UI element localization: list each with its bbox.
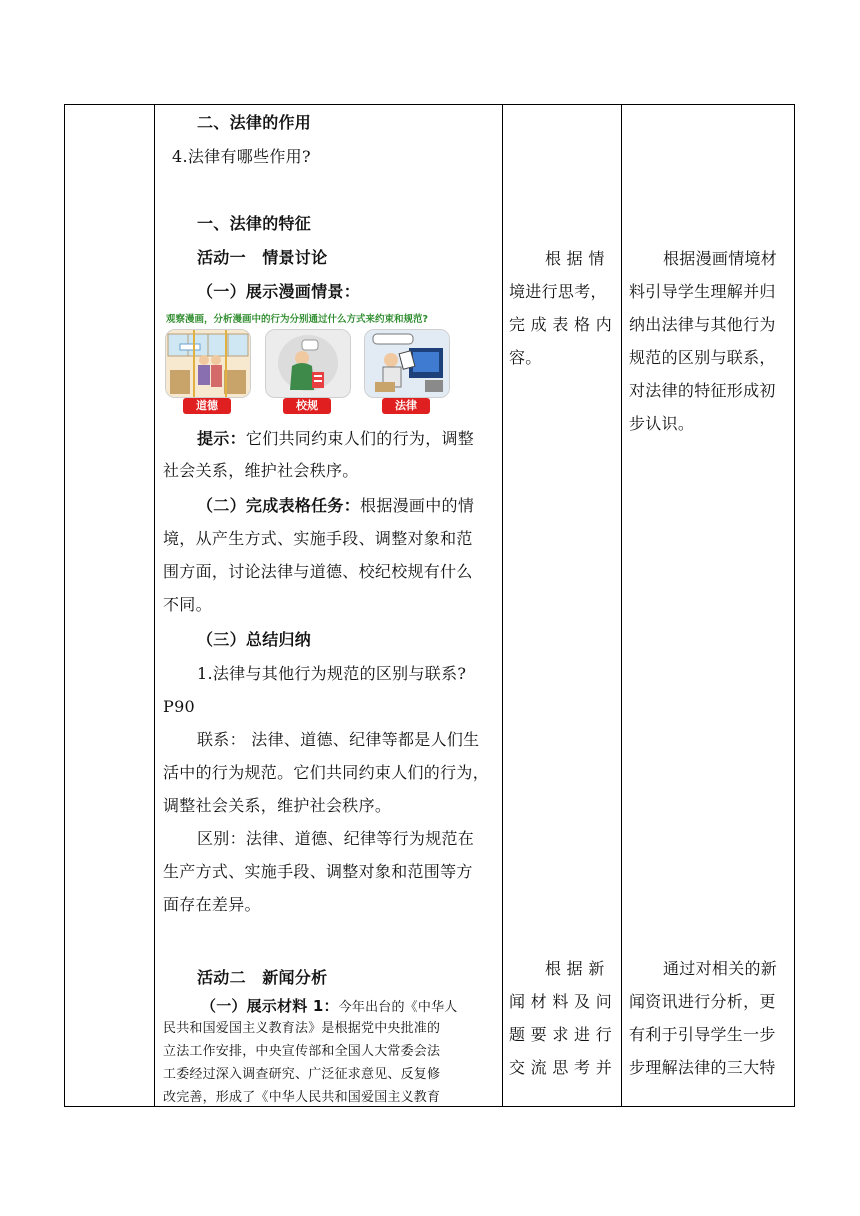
material-text: 今年出台的《中华人 <box>338 1000 458 1015</box>
task-line-2: 境，从产生方式、实施手段、调整对象和范 <box>163 529 473 548</box>
comic-panel-school <box>265 329 351 398</box>
hint-label: 提示： <box>197 429 246 448</box>
comic-panel-bus <box>165 329 251 398</box>
bus-scene-illustration <box>166 330 250 397</box>
show-comic-label: （一）展示漫画情景： <box>197 282 361 301</box>
comic-label-law: 法律 <box>382 398 430 414</box>
material-line-3: 立法工作安排，中央宣传部和全国人大常委会法 <box>163 1044 441 1059</box>
activity-1-title: 活动一 情景讨论 <box>197 248 328 267</box>
diff-line-3: 面存在差异。 <box>163 895 261 914</box>
hint-line-1 <box>197 423 474 455</box>
table-column-divider <box>154 104 155 1107</box>
diff-line-2: 生产方式、实施手段、调整对象和范围等方 <box>163 862 473 881</box>
comic-panel-law <box>364 329 450 398</box>
design-intent-2-line-1: 通过对相关的新 <box>663 959 778 978</box>
student-activity-1-line-2: 境进行思考， <box>509 282 607 301</box>
link-line-3: 调整社会关系，维护社会秩序。 <box>163 796 392 815</box>
summary-label: （三）总结归纳 <box>197 630 312 649</box>
material-line-5: 改完善，形成了《中华人民共和国爱国主义教育 <box>163 1090 441 1105</box>
design-intent-2-line-3: 有利于引导学生一步 <box>629 1025 776 1044</box>
task-label: （二）完成表格任务： <box>197 496 361 515</box>
student-activity-1-line-3: 完 成 表 格 内 <box>509 315 613 334</box>
design-intent-1-line-6: 步认识。 <box>629 414 695 433</box>
task-line-3: 围方面，讨论法律与道德、校纪校规有什么 <box>163 562 473 581</box>
question-4: 4.法律有哪些作用? <box>172 147 311 166</box>
task-text: 根据漫画中的情 <box>360 496 475 515</box>
student-activity-1-line-4: 容。 <box>509 348 542 367</box>
hint-text: 它们共同约束人们的行为，调整 <box>245 429 475 448</box>
link-line-2: 活中的行为规范。它们共同约束人们的行为， <box>163 763 490 782</box>
activity-2-title: 活动二 新闻分析 <box>197 968 328 987</box>
hint-line-2: 社会关系，维护社会秩序。 <box>163 461 359 480</box>
task-line-1 <box>197 490 474 522</box>
student-activity-2-line-1: 根 据 新 <box>545 959 605 978</box>
student-activity-2-line-2: 闻 材 料 及 问 <box>509 992 613 1011</box>
law-scene-illustration <box>365 330 449 397</box>
link-line-1: 联系： 法律、道德、纪律等都是人们生 <box>197 730 480 749</box>
question-1-line-1: 1.法律与其他行为规范的区别与联系? <box>197 664 467 683</box>
design-intent-2-line-2: 闻资讯进行分析，更 <box>629 992 776 1011</box>
student-activity-2-line-3: 题 要 求 进 行 <box>509 1025 613 1044</box>
task-line-4: 不同。 <box>163 595 212 614</box>
comic-label-school-rules: 校规 <box>283 398 331 414</box>
heading-law-features: 一、法律的特征 <box>197 214 312 233</box>
table-column-divider <box>621 104 622 1107</box>
table-column-divider <box>502 104 503 1107</box>
comic-label-morality: 道德 <box>183 398 231 414</box>
design-intent-1-line-3: 纳出法律与其他行为 <box>629 315 776 334</box>
diff-line-1: 区别：法律、道德、纪律等行为规范在 <box>197 829 475 848</box>
design-intent-2-line-4: 步理解法律的三大特 <box>629 1058 776 1077</box>
question-1-line-2: P90 <box>163 697 196 716</box>
design-intent-1-line-4: 规范的区别与联系， <box>629 348 776 367</box>
heading-law-role: 二、法律的作用 <box>197 113 312 132</box>
school-scene-illustration <box>266 330 350 397</box>
material-line-2: 民共和国爱国主义教育法》是根据党中央批准的 <box>163 1021 441 1036</box>
design-intent-1-line-1: 根据漫画情境材 <box>663 249 778 268</box>
student-activity-2-line-4: 交 流 思 考 并 <box>509 1058 613 1077</box>
comic-title: 观察漫画，分析漫画中的行为分别通过什么方式来约束和规范? <box>166 314 429 325</box>
design-intent-1-line-5: 对法律的特征形成初 <box>629 381 776 400</box>
material-label: （一）展示材料 1： <box>201 997 339 1015</box>
design-intent-1-line-2: 料引导学生理解并归 <box>629 282 776 301</box>
material-line-4: 工委经过深入调查研究、广泛征求意见、反复修 <box>163 1067 441 1082</box>
student-activity-1-line-1: 根 据 情 <box>545 249 605 268</box>
